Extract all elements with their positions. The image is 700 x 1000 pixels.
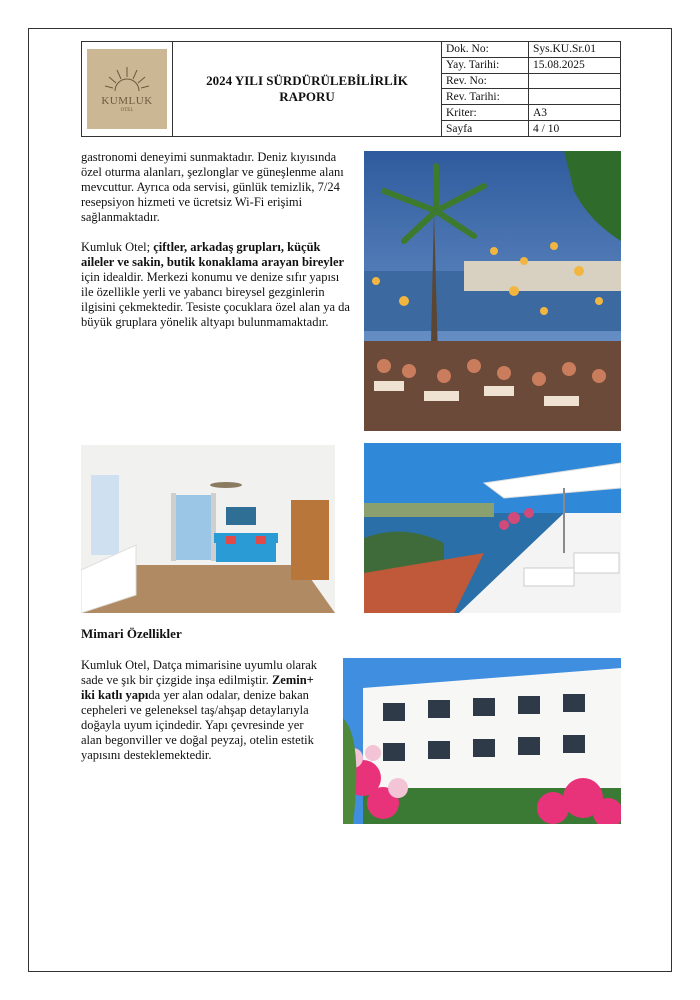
intro-text-block	[81, 150, 353, 330]
meta-label: Rev. No:	[442, 73, 529, 89]
hotel-facade-photo	[343, 658, 621, 824]
report-title: 2024 YILI SÜRDÜRÜLEBİLİRLİK RAPORU	[173, 42, 442, 136]
text-span: Kumluk Otel, Datça mimarisine uyumlu olarak sade ve şık bir çizgide inşa edilmiştir.	[81, 658, 318, 687]
text-span: Kumluk Otel;	[81, 240, 154, 254]
meta-value: 4 / 10	[533, 122, 560, 135]
document-header	[81, 41, 621, 137]
text-span: için idealdir. Merkezi konumu ve denize sıfır yapısı ile özellikle yerli ve yabancı bireysel gezginlerin ilgisini çekmektedir. Tesiste çocuklara özel alan ya da büyük gruplara yönelik altyapı bulunmamaktadır.	[81, 270, 350, 329]
meta-row	[442, 73, 620, 89]
meta-row	[442, 89, 620, 105]
target-guests-paragraph	[81, 240, 353, 330]
meta-value	[529, 89, 621, 105]
evening-terrace-photo	[364, 151, 621, 431]
logo-subtext: OTEL	[120, 108, 134, 113]
logo-cell	[82, 42, 173, 136]
meta-value: Sys.KU.Sr.01	[529, 42, 621, 57]
logo-text: KUMLUK	[101, 95, 153, 107]
sun-logo-icon	[87, 49, 167, 129]
meta-value: A3	[529, 105, 621, 121]
meta-value	[529, 73, 621, 89]
meta-row	[442, 57, 620, 73]
room-interior-photo	[81, 445, 335, 613]
architecture-paragraph	[81, 658, 319, 763]
section-title: Mimari Özellikler	[81, 626, 182, 641]
architecture-text-block	[81, 658, 319, 763]
meta-row	[442, 105, 620, 121]
meta-value: 15.08.2025	[529, 57, 621, 73]
document-meta-table	[442, 42, 620, 136]
meta-label: Yay. Tarihi:	[442, 57, 529, 73]
services-paragraph: gastronomi deneyimi sunmaktadır. Deniz kıyısında özel oturma alanları, şezlonglar ve güneşlenme alanı mevcuttur. Ayrıca oda servisi, günlük temizlik, 7/24 resepsiyon hizmeti ve ücretsiz Wi-Fi erişimi sağlanmaktadır.	[81, 150, 344, 224]
meta-label: Rev. Tarihi:	[442, 89, 529, 105]
bold-text: çiftler, arkadaş grupları, küçük aileler ve sakin, butik konaklama arayan bireyler	[81, 240, 345, 269]
meta-row	[442, 42, 620, 57]
meta-label: Sayfa	[442, 121, 529, 136]
bold-text: Zemin+ iki katlı yapı	[81, 673, 314, 702]
meta-row	[442, 121, 620, 136]
meta-label: Dok. No:	[442, 42, 529, 57]
hotel-logo	[87, 49, 167, 129]
text-span: da yer alan odalar, denize bakan cepheleri ve geleneksel taş/ahşap detaylarıyla doğayla uyum içindedir. Yapı çevresinde yer alan begonviller ve doğal peyzaj, otelin estetik yapısını desteklemektedir.	[81, 688, 314, 762]
sea-view-balcony-photo	[364, 443, 621, 613]
meta-label: Kriter:	[442, 105, 529, 121]
